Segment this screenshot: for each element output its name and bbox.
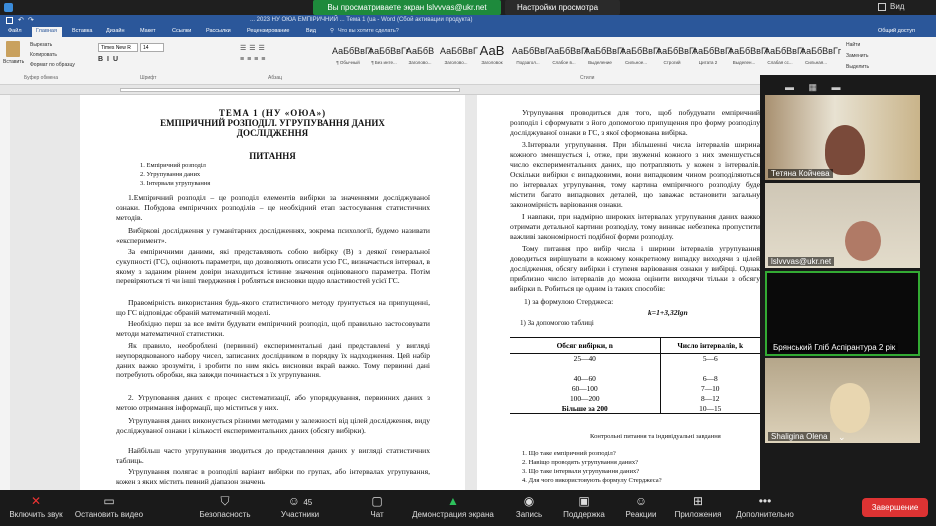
participant-tile[interactable] xyxy=(765,271,920,356)
style-sample: АаБбВвГг xyxy=(692,46,734,56)
participant-name: Брянський Гліб Аспірантура 2 рік xyxy=(770,343,898,352)
sturges-formula: k=1+3,32lgn xyxy=(648,308,688,317)
style-sample: АаБбВвГг xyxy=(656,46,698,56)
table-cell: 6—8 xyxy=(702,374,718,383)
doc-paragraph: Угрупування даних виконується різними методами у залежності від цілей дослідження, виду досліджуваної ознаки і кількості експериментальних даних (обсягу вибірки). xyxy=(116,416,430,435)
style-label: ¶ Без инте... xyxy=(371,60,397,65)
style-label: Заголовок xyxy=(481,60,503,65)
style-item[interactable] xyxy=(584,42,626,72)
record-icon: ◉ xyxy=(523,494,535,508)
table-cell: 5—6 xyxy=(702,354,718,364)
save-icon[interactable] xyxy=(6,17,13,24)
paste-icon[interactable] xyxy=(6,41,20,57)
table-cell: 40—60 xyxy=(510,374,660,384)
tab-references[interactable]: Ссылки xyxy=(172,28,192,34)
control-questions-heading: Контрольні питання та індивідуальні завдання xyxy=(590,433,721,440)
share-screen-button[interactable]: ▲ Демонстрация экрана xyxy=(408,490,498,526)
question-item: 2. Угрупування даних xyxy=(140,171,201,178)
style-label: Заголово... xyxy=(408,60,432,65)
camera-icon: ▭ xyxy=(103,494,115,508)
doc-subtitle: ЕМПІРИЧНИЙ РОЗПОДІЛ. УГРУПУВАННЯ ДАНИХ ДОСЛІДЖЕННЯ xyxy=(160,118,385,138)
apps-button[interactable]: ⊞ Приложения xyxy=(670,490,726,526)
doc-paragraph: І навпаки, при надмірно широких інтервалах угрупування даних важко отримати детальної картини розподілу, тому виникає небезпека пропустити важливі закономірності подібної форми розподілу. xyxy=(510,212,760,241)
reactions-button[interactable]: ☺ Реакции xyxy=(620,490,662,526)
doc-paragraph: 3.Інтервали угрупування. При збільшенні числа інтервалів ширина кожного зменшується і, отже, при звуженні кожного з них зменшується число експериментальних даних, що потрапляють у кожен з інтервалів. Оскільки вибірки є випадковими, вони випадковим чином розподіляються по інтервалах угрупування, тому картина емпіричного розподілу буде містити багато випадкових деталей, що заважає встановити загальну закономірність варіювання ознаки. xyxy=(510,140,760,209)
style-item[interactable] xyxy=(440,42,478,72)
stop-video-button[interactable]: ▭ Остановить видео xyxy=(72,490,146,526)
participant-name: lslvvvas@ukr.net xyxy=(768,257,834,266)
style-sample: АаБбВвГг xyxy=(800,46,842,56)
intervals-table xyxy=(510,337,760,414)
style-item[interactable] xyxy=(548,42,590,72)
style-label: Строгий xyxy=(663,60,681,65)
doc-paragraph: Необхідно перш за все вміти будувати емпіричний розподіл, щоб правильно застосовувати методи математичної статистики. xyxy=(116,319,430,338)
style-sample: АаБбВвГ xyxy=(440,46,478,56)
view-grid-icon xyxy=(878,3,886,11)
style-sample: АаБбВвГг xyxy=(620,46,662,56)
tab-home[interactable]: Главная xyxy=(36,28,57,34)
smile-icon: ☺ xyxy=(634,494,648,508)
style-item[interactable] xyxy=(512,42,550,72)
style-item[interactable] xyxy=(404,42,436,72)
doc-paragraph: Найбільш часто угрупування зводиться до представлення даних у вигляді статистичних таблиць. xyxy=(116,446,430,465)
style-label: ¶ Обычный xyxy=(336,60,360,65)
support-button[interactable]: ▣ Поддержка xyxy=(556,490,612,526)
style-sample: АаБбВвГг xyxy=(548,46,590,56)
doc-paragraph: Тому питання про вибір числа і ширини інтервалів угрупування доводиться вирішувати в кожному конкретному випадку виходячи з цілей дослідження, обсягу вибірки і ступеня варіювання ознаки у вибірці. Однак приблизно число інтервалів до можна оцінити виходячи тільки з обсягу вибірки n. Робиться це одним із таких способів: xyxy=(510,244,760,293)
people-icon: ☺ 45 xyxy=(287,494,313,508)
method-table-label: 1) За допомогою таблиці xyxy=(520,319,594,327)
doc-paragraph: За емпіричними даними, які представляють собою вибірку (В) з деякої генеральної сукупності (ГС), оцінюють параметри, що дозволяють описати усю ГС, визначається інтервал, в якому з заданим рівнем довіри знаходиться істинне значення оцінюваного параметра. Потім перевіряються ті чи інші твердження і робляться висновки щодо властивостей усієї ГС. xyxy=(116,247,430,286)
font-group-label: Шрифт xyxy=(140,75,157,81)
style-label: Заголово... xyxy=(444,60,468,65)
table-cell: Більше за 200 xyxy=(510,404,660,414)
undo-icon[interactable]: ↶ xyxy=(18,17,24,24)
view-menu-button[interactable]: Вид xyxy=(890,2,905,11)
record-button[interactable]: ◉ Запись xyxy=(510,490,548,526)
style-sample: АаБбВвГг xyxy=(764,46,806,56)
style-sample: АаБбВ xyxy=(405,46,435,56)
doc-paragraph: Вибіркові дослідження у гуманітарних дослідженнях, зокрема психології, будемо називати «експеримент». xyxy=(116,226,430,245)
style-item[interactable] xyxy=(620,42,662,72)
styles-group-label: Стили xyxy=(580,75,595,81)
cut-button[interactable]: Вырезать xyxy=(30,42,53,48)
style-label: Сильное... xyxy=(625,60,647,65)
tab-review[interactable]: Рецензирование xyxy=(247,28,290,34)
apps-icon: ⊞ xyxy=(692,494,704,508)
control-question: 4. Для чого використовують формулу Стерджеса? xyxy=(522,477,662,484)
share-button[interactable]: Общий доступ xyxy=(878,28,915,34)
style-sample: АаБбВвГг xyxy=(368,46,410,56)
font-name-select[interactable]: Times New R xyxy=(98,43,138,52)
style-label: Слабая сс... xyxy=(767,60,793,65)
table-header: Число інтервалів, k xyxy=(677,341,744,350)
style-item[interactable] xyxy=(332,42,374,72)
support-icon: ▣ xyxy=(578,494,590,508)
format-painter-button[interactable]: Формат по образцу xyxy=(30,62,75,68)
list-buttons[interactable]: ☰☰☰ xyxy=(240,45,268,52)
chat-icon: ▢ xyxy=(371,494,383,508)
zoom-shield-icon xyxy=(4,3,13,12)
tab-mailings[interactable]: Рассылки xyxy=(206,28,231,34)
participant-name: Тетяна Койчева xyxy=(768,169,833,178)
view-settings-button[interactable]: Настройки просмотра xyxy=(505,0,620,15)
avatar xyxy=(825,125,865,175)
participant-tile[interactable] xyxy=(765,95,920,180)
participants-count: 45 xyxy=(303,498,313,507)
copy-button[interactable]: Копировать xyxy=(30,52,57,58)
align-buttons[interactable]: ≡≡≡≡ xyxy=(240,56,269,63)
font-format-buttons[interactable]: BIU xyxy=(98,56,123,63)
doc-paragraph: Угрупування проводиться для того, щоб побудувати емпіричний розподіл і сформувати з його допомогою припущення про форму розподілу досліджуваної ознаки в ГС, з якої сформована вибірка. xyxy=(510,108,760,137)
style-sample: АаБбВвГг xyxy=(728,46,770,56)
table-cell: 25—40 xyxy=(510,354,660,364)
table-header: Обсяг вибірки, n xyxy=(510,338,660,354)
table-cell xyxy=(660,364,760,374)
table-cell: 60—100 xyxy=(510,384,660,394)
style-sample: АаВ xyxy=(479,43,505,58)
clipboard-group-label: Буфер обмена xyxy=(24,75,58,81)
style-sample: АаБбВвГг xyxy=(584,46,626,56)
table-cell: 10—15 xyxy=(699,403,722,413)
document-title: ... 2023 НУ ОЮА ЕМПІРИЧНИЙ ... Тема 1 (ua - Word (Сбой активации продукта) xyxy=(250,17,473,23)
style-label: Подзагол... xyxy=(516,60,540,65)
control-question: 1. Що таке емпіричний розподіл? xyxy=(522,450,616,457)
chat-button[interactable]: ▢ Чат xyxy=(362,490,392,526)
select-button[interactable]: Выделить xyxy=(846,64,870,70)
viewing-banner: Вы просматриваете экран lslvvvas@ukr.net xyxy=(313,0,501,15)
control-question: 3. Що таке інтервали угрупування даних? xyxy=(522,468,640,475)
avatar xyxy=(845,221,881,261)
style-item[interactable] xyxy=(764,42,806,72)
tell-me-input[interactable]: Что вы хотите сделать? xyxy=(338,28,399,34)
style-item[interactable] xyxy=(692,42,734,72)
style-sample: АаБбВвГг xyxy=(332,46,374,56)
participant-tile[interactable] xyxy=(765,183,920,268)
style-item[interactable] xyxy=(728,42,770,72)
search-icon: ⚲ xyxy=(330,28,335,34)
security-button[interactable]: ⛉ Безопасность xyxy=(194,490,256,526)
participants-button[interactable]: ☺ 45 Участники xyxy=(274,490,326,526)
end-meeting-button[interactable]: Завершение xyxy=(862,498,928,517)
tab-design[interactable]: Дизайн xyxy=(106,28,125,34)
table-cell: 7—10 xyxy=(701,384,720,393)
doc-paragraph: 1.Емпіричний розподіл – це розподіл елементів вибірки за значеннями досліджуваної ознаки. Побудова емпіричних розподілів – це необхідний етап застосування статистичних методів. xyxy=(116,193,430,222)
tab-file[interactable]: Файл xyxy=(8,28,22,34)
doc-title: ТЕМА 1 (НУ «ОЮА») xyxy=(218,108,327,118)
question-item: 1. Емпіричний розподіл xyxy=(140,162,206,169)
style-sample: АаБбВвГ xyxy=(512,46,550,56)
table-cell: 8—12 xyxy=(701,394,720,403)
style-label: Выделение xyxy=(588,60,612,65)
style-label: Выделен... xyxy=(732,60,756,65)
doc-paragraph: Як правило, необроблені (первинні) експериментальні дані представлені у вигляді неупорядкованого набору чисел, записаних дослідником в порядку їх надходження. Цей набір даних важко зрозуміти, і зробити по ним якісь висновки вкрай важко. Тому первинні дані потребують обробки, яка завжди починається з їх угрупування. xyxy=(116,341,430,380)
table-cell: 100—200 xyxy=(510,394,660,404)
more-icon: ••• xyxy=(758,494,772,508)
style-label: Слабое в... xyxy=(552,60,576,65)
method-formula-label: 1) за формулою Стерджеса: xyxy=(524,297,614,306)
paste-button[interactable]: Вставить xyxy=(3,59,25,65)
participant-tile[interactable] xyxy=(765,358,920,443)
redo-icon[interactable]: ↷ xyxy=(28,17,34,24)
tab-insert[interactable]: Вставка xyxy=(72,28,93,34)
doc-paragraph: Угрупування полягає в розподілі варіант вибірки по групах, або інтервалах угрупування, кожен з яких містить певний діапазон значень xyxy=(116,467,430,486)
font-size-select[interactable]: 14 xyxy=(140,43,164,52)
doc-paragraph: Правомірність використання будь-якого статистичного методу ґрунтується на припущенні, що ГС відповідає обраній математичній моделі. xyxy=(116,298,430,317)
questions-heading: ПИТАННЯ xyxy=(249,151,296,161)
mic-muted-icon: ✕ xyxy=(30,494,42,508)
participant-name: Shaligina Olena xyxy=(768,432,830,441)
question-item: 3. Інтервали угрупування xyxy=(140,180,211,187)
tab-view[interactable]: Вид xyxy=(306,28,316,34)
style-label: Сильная... xyxy=(805,60,827,65)
style-item[interactable] xyxy=(476,42,508,72)
avatar xyxy=(830,383,870,433)
tab-layout[interactable]: Макет xyxy=(140,28,156,34)
chevron-down-icon[interactable]: ⌄ xyxy=(838,432,846,442)
share-screen-icon: ▲ xyxy=(447,494,459,508)
shield-icon: ⛉ xyxy=(220,494,230,508)
find-button[interactable]: Найти xyxy=(846,42,861,48)
style-item[interactable] xyxy=(368,42,410,72)
unmute-button[interactable]: ✕ Включить звук xyxy=(4,490,68,526)
gallery-layout-icon[interactable]: ▬ ▦ ▬ xyxy=(785,82,847,92)
paragraph-group-label: Абзац xyxy=(268,75,283,81)
table-cell xyxy=(510,364,660,374)
style-label: Цитата 2 xyxy=(698,60,718,65)
style-item[interactable] xyxy=(800,42,842,72)
more-button[interactable]: ••• Дополнительно xyxy=(732,490,798,526)
style-item[interactable] xyxy=(656,42,698,72)
control-question: 2. Навіщо проводять угрупування даних? xyxy=(522,459,639,466)
replace-button[interactable]: Заменить xyxy=(846,53,869,59)
doc-paragraph: 2. Угруповання даних є процес систематизації, або упорядкування, первинних даних з метою отримання інформації, що міститься у них. xyxy=(116,393,430,412)
